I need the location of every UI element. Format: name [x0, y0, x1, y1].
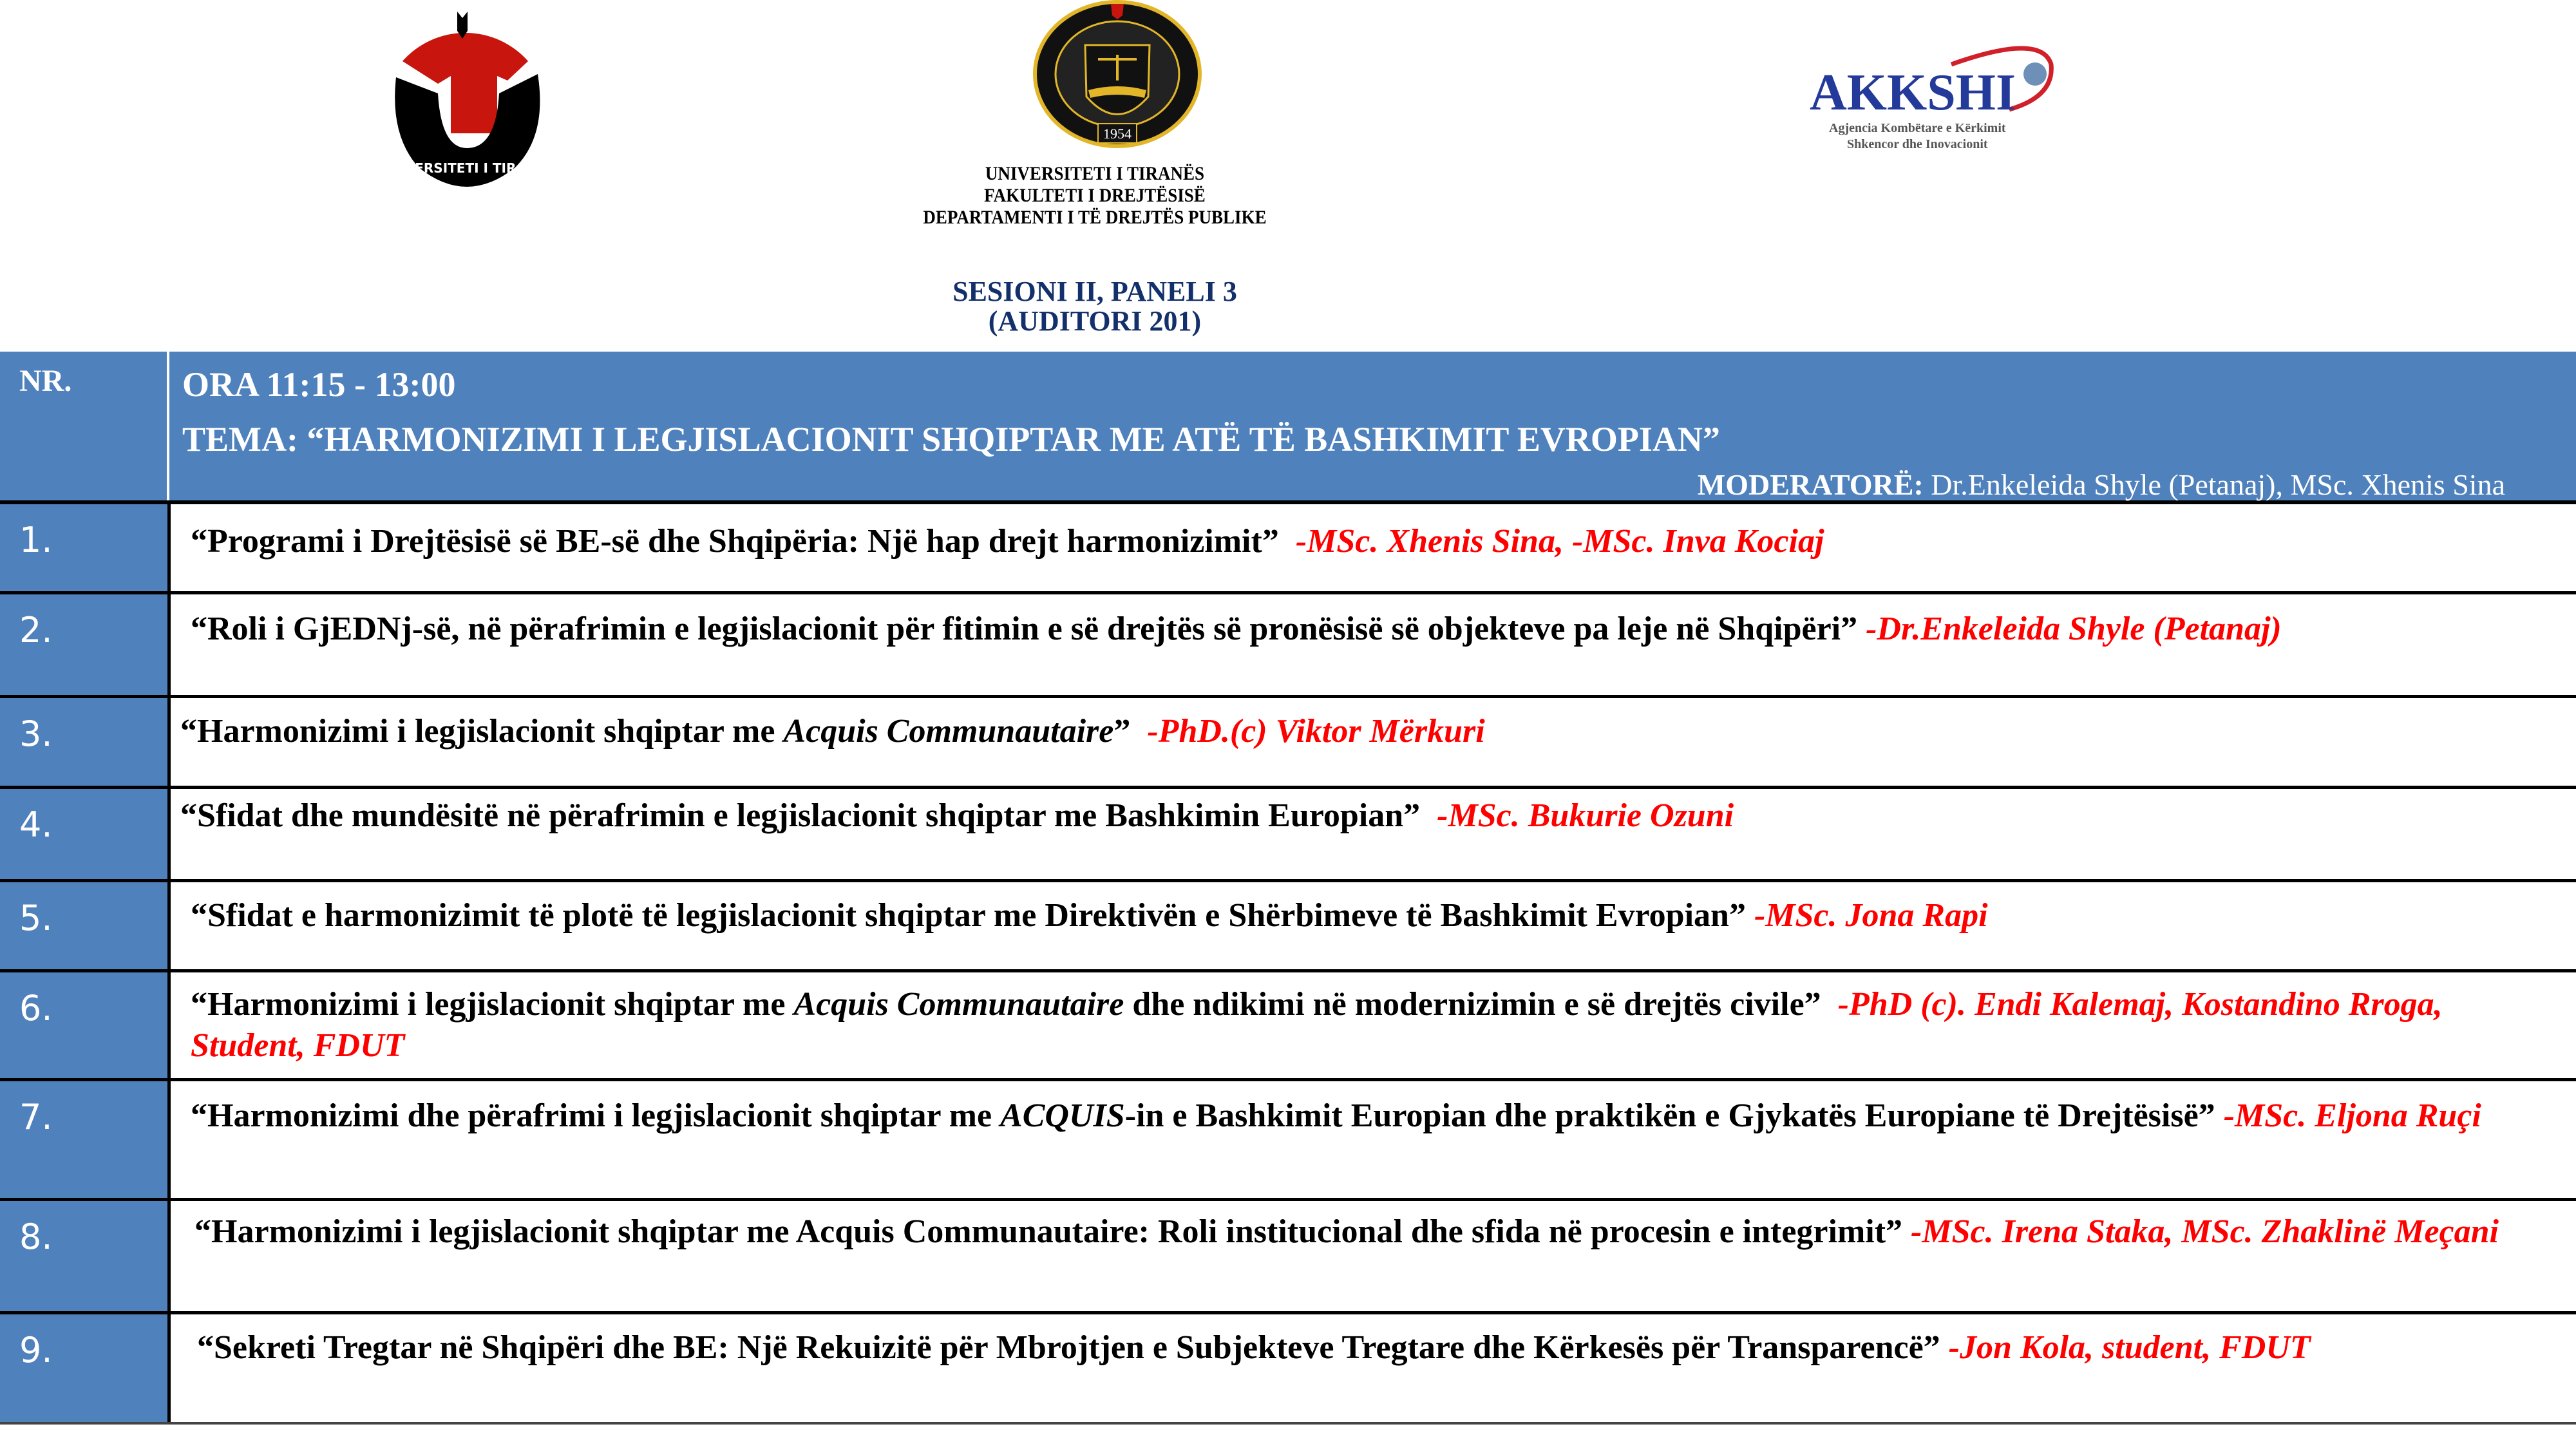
moderators-label: MODERATORË: — [1697, 468, 1924, 501]
session-title: SESIONI II, PANELI 3 — [952, 276, 1237, 307]
akkshi-logo — [1797, 39, 2099, 161]
presentation-title-end: dhe ndikimi në modernizimin e së drejtës civile” — [1124, 986, 1821, 1023]
presentation-entry — [187, 521, 2550, 562]
presentation-authors: -PhD.(c) Viktor Mërkuri — [1147, 713, 1485, 750]
table-row — [0, 594, 2576, 698]
presentation-authors: -MSc. Xhenis Sina, -MSc. Inva Kociaj — [1295, 523, 1824, 560]
presentation-title: “Programi i Drejtësisë së BE-së dhe Shqipëria: Një hap drejt harmonizimit” — [191, 523, 1279, 560]
presentation-entry — [187, 984, 2550, 1066]
presentation-title-italic: ACQUIS — [1000, 1097, 1125, 1134]
presentation-authors: -MSc. Irena Staka, MSc. Zhaklinë Meçani — [1911, 1213, 2499, 1250]
table-header — [0, 352, 2576, 504]
akkshi-subtitle-2: Shkencor dhe Inovacionit — [1847, 137, 1988, 151]
presentation-title-end: ” — [1113, 713, 1131, 750]
presentation-title-end: -in e Bashkimit Europian dhe praktikën e Gjykatës Europiane të Drejtësisë” — [1124, 1097, 2215, 1134]
presentation-entry — [187, 1095, 2550, 1137]
moderators — [1698, 468, 2505, 502]
presentation-authors: -MSc. Bukurie Ozuni — [1437, 797, 1734, 834]
panel-info-header — [172, 352, 2576, 500]
university-of-tirana-logo — [361, 0, 573, 213]
table-row — [0, 1201, 2576, 1314]
row-number: 3. — [0, 698, 171, 786]
university-logo-text: UNIVERSITETI I TIRANËS — [379, 160, 555, 176]
table-row — [0, 882, 2576, 972]
row-number: 8. — [0, 1201, 171, 1311]
presentation-title: “Sekreti Tregtar në Shqipëri dhe BE: Një Rekuizitë për Mbrojtjen e Subjekteve Tregtare dhe Kërkesës për Transparencë” — [197, 1329, 1940, 1366]
presentation-title-start: “Harmonizimi dhe përafrimi i legjislacionit shqiptar me — [191, 1097, 1001, 1134]
presentation-title: “Sfidat dhe mundësitë në përafrimin e legjislacionit shqiptar me Bashkimin Europian” — [180, 797, 1421, 834]
presentation-entry — [187, 609, 2550, 650]
presentation-authors: -Dr.Enkeleida Shyle (Petanaj) — [1866, 611, 2282, 647]
presentation-authors: -MSc. Jona Rapi — [1754, 897, 1988, 934]
panel-theme: TEMA: “HARMONIZIMI I LEGJISLACIONIT SHQIPTAR ME ATË TË BASHKIMIT EVROPIAN” — [182, 420, 1720, 459]
akkshi-subtitle-1: Agjencia Kombëtare e Kërkimit — [1829, 121, 2006, 135]
row-number: 5. — [0, 882, 171, 969]
presentation-title: “Harmonizimi i legjislacionit shqiptar me Acquis Communautaire: Roli institucional dhe sfida në procesin e integrimit” — [194, 1213, 1903, 1250]
presentation-title: “Roli i GjEDNj-së, në përafrimin e legjislacionit për fitimin e së drejtës së pronësisë së objekteve pa leje në Shqipëri” — [191, 611, 1858, 647]
table-row — [0, 504, 2576, 594]
institution-department: DEPARTAMENTI I TË DREJTËS PUBLIKE — [923, 207, 1267, 228]
presentation-title: “Sfidat e harmonizimit të plotë të legjislacionit shqiptar me Direktivën e Shërbimeve të Bashkimit Evropian” — [191, 897, 1746, 934]
presentation-entry — [187, 895, 2550, 936]
institution-university: UNIVERSITETI I TIRANËS — [985, 163, 1205, 184]
room-label: (AUDITORI 201) — [988, 305, 1202, 337]
row-number: 4. — [0, 789, 171, 879]
row-number: 7. — [0, 1081, 171, 1198]
time-slot: ORA 11:15 - 13:00 — [182, 365, 456, 404]
institution-faculty: FAKULTETI I DREJTËSISË — [984, 185, 1206, 206]
presentation-authors: -Jon Kola, student, FDUT — [1948, 1329, 2311, 1366]
table-row — [0, 1314, 2576, 1425]
column-nr-header: NR. — [0, 352, 169, 500]
presentation-title-start: “Harmonizimi i legjislacionit shqiptar me — [191, 986, 794, 1023]
presentation-entry — [187, 1327, 2550, 1368]
moderators-names: Dr.Enkeleida Shyle (Petanaj), MSc. Xhenis Sina — [1931, 468, 2505, 501]
presentation-title-italic: Acquis Communautaire — [793, 986, 1124, 1023]
presentation-entry — [180, 711, 2550, 752]
presentation-title-italic: Acquis Communautaire — [783, 713, 1114, 750]
presentation-entry — [180, 795, 2550, 837]
akkshi-title: AKKSHI — [1810, 64, 2016, 121]
presentation-title-start: “Harmonizimi i legjislacionit shqiptar me — [180, 713, 784, 750]
table-row — [0, 1081, 2576, 1201]
table-row — [0, 789, 2576, 882]
table-row — [0, 972, 2576, 1081]
row-number: 1. — [0, 504, 171, 591]
seal-year: 1954 — [1103, 126, 1132, 142]
presentation-authors: -PhD (c). Endi Kalemaj, Kostandino Rroga, Student, FDUT — [191, 986, 2443, 1064]
presentation-entry — [187, 1211, 2512, 1253]
law-faculty-seal — [1008, 0, 1227, 155]
row-number: 9. — [0, 1314, 171, 1422]
row-number: 6. — [0, 972, 171, 1078]
table-row — [0, 698, 2576, 789]
presentation-authors: -MSc. Eljona Ruçi — [2223, 1097, 2481, 1134]
row-number: 2. — [0, 594, 171, 695]
